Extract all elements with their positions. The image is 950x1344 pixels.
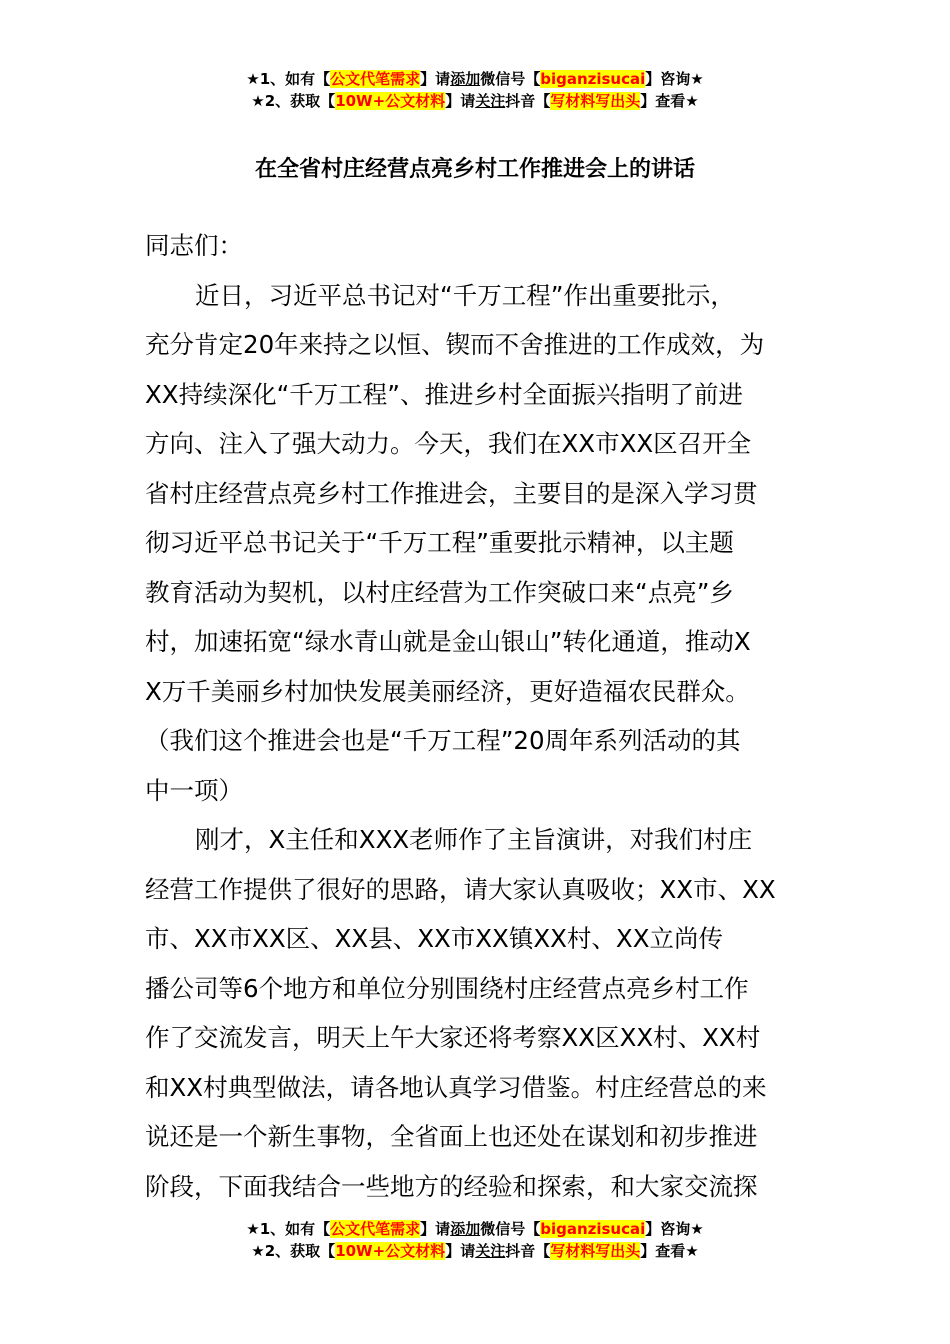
banner-line-2: [0, 1240, 950, 1262]
banner-line-2: [0, 90, 950, 112]
banner-text: 微信号【: [480, 70, 541, 88]
paragraph-line: 省村庄经营点亮乡村工作推进会，主要目的是深入学习贯: [145, 478, 758, 508]
paragraph-line: 市、XX市XX区、XX县、XX市XX镇XX村、XX立尚传: [145, 924, 723, 953]
paragraph-line: 近日，习近平总书记对“千万工程”作出重要批示，: [195, 280, 735, 310]
footer-banner: [0, 1218, 950, 1262]
banner-text: 】请: [420, 70, 451, 88]
banner-highlight: 公文代笔需求: [330, 70, 421, 88]
salutation: 同志们：: [145, 231, 243, 260]
banner-highlight: 10W+公文材料: [335, 1242, 446, 1260]
paragraph-line: 说还是一个新生事物，全省面上也还处在谋划和初步推进: [145, 1122, 758, 1151]
document-title: 在全省村庄经营点亮乡村工作推进会上的讲话: [254, 157, 695, 182]
banner-highlight: biganzisucai: [540, 1220, 646, 1238]
banner-highlight: 写材料写出头: [550, 92, 641, 110]
banner-text: 微信号【: [480, 1220, 541, 1238]
paragraph-line: 播公司等6个地方和单位分别围绕村庄经营点亮乡村工作: [145, 973, 749, 1003]
paragraph-line: 作了交流发言，明天上午大家还将考察XX区XX村、XX村: [145, 1023, 761, 1052]
banner-line-1: [0, 68, 950, 90]
banner-text: 】查看★: [640, 1242, 699, 1260]
paragraph-line: 中一项）: [145, 775, 243, 805]
banner-text: 】查看★: [640, 92, 699, 110]
header-banner: [0, 68, 950, 112]
banner-text: ★2、获取【: [251, 92, 336, 110]
banner-text: ★2、获取【: [251, 1242, 336, 1260]
banner-text: 抖音【: [505, 92, 551, 110]
paragraph-line: （我们这个推进会也是“千万工程”20周年系列活动的其: [145, 726, 741, 755]
banner-text: 】请: [445, 92, 476, 110]
banner-highlight: biganzisucai: [540, 70, 646, 88]
banner-highlight: 写材料写出头: [550, 1242, 641, 1260]
banner-highlight: 10W+公文材料: [335, 92, 446, 110]
banner-text: 】请: [420, 1220, 451, 1238]
banner-text: 抖音【: [505, 1242, 551, 1260]
banner-underline: 关注: [475, 92, 506, 110]
paragraph-line: 充分肯定20年来持之以恒、锲而不舍推进的工作成效，为: [145, 330, 765, 359]
banner-highlight: 公文代笔需求: [330, 1220, 421, 1238]
paragraph-line: X万千美丽乡村加快发展美丽经济，更好造福农民群众。: [145, 676, 750, 706]
paragraph-line: XX持续深化“千万工程”、推进乡村全面振兴指明了前进: [145, 379, 743, 409]
paragraph-line: 刚才，X主任和XXX老师作了主旨演讲，对我们村庄: [195, 825, 753, 854]
paragraph-line: 和XX村典型做法，请各地认真学习借鉴。村庄经营总的来: [145, 1072, 767, 1102]
banner-underline: 添加: [450, 1220, 481, 1238]
paragraph-line: 方向、注入了强大动力。今天，我们在XX市XX区召开全: [145, 429, 752, 458]
document-body: [145, 221, 810, 1211]
banner-text: 】请: [445, 1242, 476, 1260]
paragraph-line: 经营工作提供了很好的思路，请大家认真吸收；XX市、XX: [145, 874, 776, 904]
banner-underline: 关注: [475, 1242, 506, 1260]
paragraph-line: 教育活动为契机，以村庄经营为工作突破口来“点亮”乡: [145, 577, 734, 607]
paragraph-line: 彻习近平总书记关于“千万工程”重要批示精神，以主题: [145, 528, 734, 557]
banner-text: ★1、如有【: [246, 70, 331, 88]
banner-underline: 添加: [450, 70, 481, 88]
banner-text: ★1、如有【: [246, 1220, 331, 1238]
banner-line-1: [0, 1218, 950, 1240]
banner-text: 】咨询★: [645, 1220, 704, 1238]
paragraph-line: 阶段，下面我结合一些地方的经验和探索，和大家交流探: [145, 1171, 758, 1201]
paragraph-line: 村，加速拓宽“绿水青山就是金山银山”转化通道，推动X: [145, 627, 751, 656]
banner-text: 】咨询★: [645, 70, 704, 88]
